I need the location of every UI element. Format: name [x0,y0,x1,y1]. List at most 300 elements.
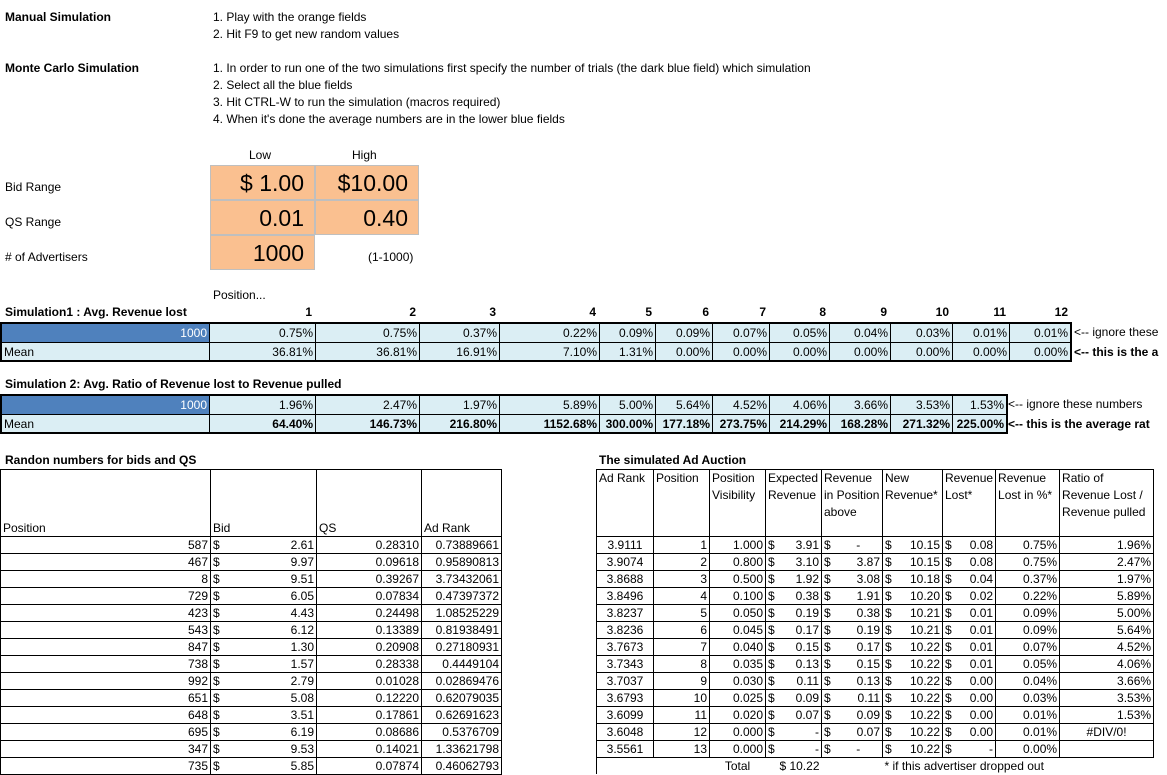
auction-cell: 7 [654,639,710,656]
rand-cell: 6.05 [229,588,317,605]
rand-cell: 0.07834 [317,588,422,605]
auction-cell: $ [822,656,835,673]
auction-cell: 3.08 [835,571,883,588]
auction-header-line: Expected [768,471,819,485]
table-row [1,758,502,775]
sim1-row1-cell[interactable]: 0.75% [210,322,316,342]
position-header-4: 4 [589,305,596,319]
monte-step-3: 3. Hit CTRL-W to run the simulation (macros required) [213,95,501,109]
rand-cell: 6.19 [229,724,317,741]
auction-cell: 13 [654,741,710,758]
sim2-mean-cell[interactable]: 300.00% [600,414,656,434]
sim1-row1-cell[interactable]: 0.75% [316,322,420,342]
table-row [1,537,502,554]
auction-cell: 0.09% [996,605,1060,622]
auction-cell: 1.97% [1060,571,1154,588]
auction-cell: 10.20 [896,588,943,605]
auction-cell: $ [943,622,956,639]
ad-auction-title: The simulated Ad Auction [599,453,747,467]
sim2-mean-cell[interactable]: 216.80% [420,414,500,434]
sim1-row1-cell[interactable]: 0.09% [656,322,713,342]
auction-cell: 0.09% [996,622,1060,639]
rand-cell: $ [211,554,229,571]
auction-cell: 0.04 [956,571,996,588]
auction-cell: 0.02 [956,588,996,605]
auction-cell: 0.08 [956,537,996,554]
sim1-title: Simulation1 : Avg. Revenue lost [5,305,187,319]
advertisers-range-note: (1-1000) [368,250,414,264]
auction-cell: $ [822,639,835,656]
sim2-row1-cell[interactable]: 2.47% [316,394,420,414]
table-row [1,673,502,690]
table-row [1,656,502,673]
auction-cell: 0.025 [710,690,766,707]
auction-cell: 10.15 [896,554,943,571]
random-numbers-title: Randon numbers for bids and QS [5,453,197,467]
monte-step-2: 2. Select all the blue fields [213,78,353,92]
auction-cell: 3.8688 [597,571,654,588]
rand-cell: $ [211,690,229,707]
table-row [597,690,1154,707]
monte-step-4: 4. When it's done the average numbers are in the lower blue fields [213,112,565,126]
auction-cell: 0.07 [835,724,883,741]
table-row [597,639,1154,656]
rand-cell: 9.51 [229,571,317,588]
sim2-row1-cell[interactable]: 5.89% [500,394,600,414]
table-row [597,571,1154,588]
sim2-mean-cell[interactable]: 271.32% [891,414,953,434]
auction-cell: $ [883,588,896,605]
manual-step-1: 1. Play with the orange fields [213,10,367,24]
auction-cell: 3.91 [779,537,822,554]
sim1-mean-cell[interactable]: 0.00% [953,342,1010,362]
auction-cell: 3.7343 [597,656,654,673]
rand-cell: 0.73889661 [422,537,502,554]
rand-cell: 738 [1,656,211,673]
rand-cell: $ [211,605,229,622]
auction-header [710,470,766,537]
auction-cell: 8 [654,656,710,673]
auction-cell: $ [822,707,835,724]
auction-header [654,470,710,537]
auction-cell: $ [766,656,779,673]
sim2-mean-cell[interactable]: 177.18% [656,414,713,434]
auction-cell: 10.21 [896,605,943,622]
rand-cell: 6.12 [229,622,317,639]
auction-header [822,470,883,537]
rand-cell: $ [211,622,229,639]
sim2-mean-cell[interactable]: 1152.68% [500,414,600,434]
auction-cell: $ [822,554,835,571]
auction-cell: 3.7037 [597,673,654,690]
auction-cell: 10.22 [896,690,943,707]
auction-cell: 10.22 [896,724,943,741]
position-header-7: 7 [759,305,766,319]
sim2-trials-input[interactable]: 1000 [0,394,210,414]
auction-header-line: Revenue [768,488,817,502]
position-header-11: 11 [993,305,1006,319]
auction-cell: $ [766,724,779,741]
auction-total-value: $ 10.22 [779,759,820,773]
sim1-row1-cell[interactable]: 0.01% [953,322,1010,342]
auction-cell: $ [766,554,779,571]
qs-low-input[interactable]: 0.01 [210,200,315,235]
auction-cell: 0.00% [996,741,1060,758]
auction-cell: $ [943,571,956,588]
rand-cell: 695 [1,724,211,741]
auction-cell: 1.96% [1060,537,1154,554]
auction-header-line: Lost* [945,488,973,502]
auction-cell: 3.53% [1060,690,1154,707]
auction-cell: 1.92 [779,571,822,588]
sim1-mean-cell[interactable]: 0.00% [713,342,770,362]
sim1-row1-cell[interactable]: 0.01% [1010,322,1072,342]
sim2-row1-cell[interactable]: 4.06% [770,394,830,414]
rand-cell: 423 [1,605,211,622]
table-row [1,571,502,588]
rand-cell: 0.14021 [317,741,422,758]
auction-cell: $ [766,690,779,707]
auction-cell: 10.22 [896,656,943,673]
rand-header-position: Position [1,470,211,537]
rand-cell: 0.62079035 [422,690,502,707]
auction-header [883,470,943,537]
auction-header-line: Position [712,471,755,485]
rand-cell: 0.46062793 [422,758,502,775]
auction-cell: 3.8237 [597,605,654,622]
auction-cell: 10.22 [896,673,943,690]
sim2-mean-cell[interactable]: 146.73% [316,414,420,434]
rand-cell: 0.62691623 [422,707,502,724]
auction-cell: 0.13 [779,656,822,673]
rand-cell: 2.61 [229,537,317,554]
auction-cell: 10.18 [896,571,943,588]
auction-cell: 10 [654,690,710,707]
auction-cell: 0.11 [779,673,822,690]
sim2-title: Simulation 2: Avg. Ratio of Revenue lost to Revenue pulled [5,377,342,391]
auction-cell: 0.100 [710,588,766,605]
auction-cell: 0.38 [779,588,822,605]
auction-cell: 2.47% [1060,554,1154,571]
auction-cell: 0.15 [835,656,883,673]
rand-cell: 0.07874 [317,758,422,775]
position-header-6: 6 [702,305,709,319]
auction-cell: 0.05% [996,656,1060,673]
auction-cell: 0.15 [779,639,822,656]
rand-cell: 9.97 [229,554,317,571]
auction-cell: 4.52% [1060,639,1154,656]
auction-header-line: New [885,471,910,485]
rand-cell: 4.43 [229,605,317,622]
rand-cell: 2.79 [229,673,317,690]
auction-cell: $ [822,537,835,554]
rand-cell: 729 [1,588,211,605]
rand-cell: 0.24498 [317,605,422,622]
auction-cell: $ [822,605,835,622]
position-header-3: 3 [489,305,496,319]
sim2-row1-cell[interactable]: 3.53% [891,394,953,414]
auction-cell: 0.22% [996,588,1060,605]
sim1-mean-cell[interactable]: 0.00% [830,342,891,362]
auction-cell: 0.500 [710,571,766,588]
auction-cell: 0.01 [956,605,996,622]
auction-cell: $ [883,554,896,571]
rand-cell: 735 [1,758,211,775]
auction-cell: $ [883,656,896,673]
auction-cell: 0.00 [956,707,996,724]
auction-cell: $ [943,537,956,554]
sim1-mean-cell[interactable]: 36.81% [316,342,420,362]
rand-cell: 0.5376709 [422,724,502,741]
auction-cell: 0.09 [779,690,822,707]
sim2-row1-cell[interactable]: 1.97% [420,394,500,414]
auction-cell: $ [766,571,779,588]
auction-cell: 0.17 [779,622,822,639]
sim2-row1-cell[interactable]: 1.96% [210,394,316,414]
auction-cell: 5.64% [1060,622,1154,639]
rand-cell: 0.01028 [317,673,422,690]
auction-cell: 0.75% [996,554,1060,571]
table-row [1,588,502,605]
table-row [1,707,502,724]
rand-cell: $ [211,571,229,588]
auction-cell: 0.030 [710,673,766,690]
auction-cell: 9 [654,673,710,690]
sim2-mean-label: Mean [0,414,210,434]
auction-cell: 10.21 [896,622,943,639]
auction-cell: $ [766,707,779,724]
rand-cell: 0.20908 [317,639,422,656]
auction-cell: 0.03% [996,690,1060,707]
auction-cell: $ [766,588,779,605]
rand-cell: 0.39267 [317,571,422,588]
auction-cell: 3.7673 [597,639,654,656]
table-row [597,724,1154,741]
rand-header-ad-rank: Ad Rank [422,470,502,537]
sim1-row1-cell[interactable]: 0.04% [830,322,891,342]
sim1-mean-cell[interactable]: 0.00% [656,342,713,362]
auction-header-line: Revenue [998,471,1047,485]
rand-cell: 0.81938491 [422,622,502,639]
auction-cell: 0.11 [835,690,883,707]
sim1-row1-cell[interactable]: 0.03% [891,322,953,342]
sim1-mean-cell[interactable]: 36.81% [210,342,316,362]
auction-cell: 3.10 [779,554,822,571]
auction-cell: 4 [654,588,710,605]
position-header-5: 5 [645,305,652,319]
position-header-1: 1 [305,305,312,319]
monte-carlo-title: Monte Carlo Simulation [5,61,140,75]
rand-cell: 0.08686 [317,724,422,741]
auction-cell: 3 [654,571,710,588]
auction-cell: 0.19 [779,605,822,622]
auction-cell: $ [883,605,896,622]
auction-cell: $ [822,571,835,588]
auction-cell: 0.00 [956,724,996,741]
sim1-trials-input[interactable]: 1000 [0,322,210,342]
sim1-mean-cell[interactable]: 1.31% [600,342,656,362]
auction-header [1060,470,1154,537]
rand-cell: 8 [1,571,211,588]
auction-cell: 3.5561 [597,741,654,758]
auction-cell: 0.00 [956,690,996,707]
rand-cell: $ [211,741,229,758]
sim2-row1-cell[interactable]: 4.52% [713,394,770,414]
sim2-row1-cell[interactable]: 5.00% [600,394,656,414]
auction-cell: 3.66% [1060,673,1154,690]
auction-cell: 6 [654,622,710,639]
auction-cell: 3.9111 [597,537,654,554]
sim2-mean-cell[interactable]: 273.75% [713,414,770,434]
auction-cell: 0.37% [996,571,1060,588]
auction-cell: $ [883,673,896,690]
rand-header-qs: QS [317,470,422,537]
sim2-row1-cell[interactable]: 1.53% [953,394,1008,414]
bid-high-input[interactable]: $10.00 [315,165,419,200]
sim2-mean-cell[interactable]: 64.40% [210,414,316,434]
auction-cell: $ [822,724,835,741]
auction-cell: - [779,741,822,758]
sim1-mean-cell[interactable]: 16.91% [420,342,500,362]
auction-cell: $ [883,571,896,588]
rand-cell: $ [211,724,229,741]
auction-cell: $ [943,724,956,741]
auction-header-line: Position [656,471,699,485]
auction-cell: $ [766,741,779,758]
auction-total-label: Total [724,759,751,773]
auction-cell: 3.87 [835,554,883,571]
rand-cell: 0.17861 [317,707,422,724]
sim2-mean-cell[interactable]: 214.29% [770,414,830,434]
bid-low-input[interactable]: $ 1.00 [210,165,315,200]
sim2-row1-cell[interactable]: 5.64% [656,394,713,414]
auction-cell: 0.38 [835,605,883,622]
auction-cell: 0.035 [710,656,766,673]
auction-cell: - [835,741,883,758]
sim2-mean-cell[interactable]: 225.00% [953,414,1008,434]
advertisers-input[interactable]: 1000 [210,235,315,270]
rand-cell: $ [211,707,229,724]
auction-cell: $ [822,673,835,690]
table-row [597,622,1154,639]
auction-cell: $ [766,639,779,656]
auction-cell: 3.8496 [597,588,654,605]
auction-cell: $ [822,588,835,605]
auction-cell: - [835,537,883,554]
sim1-row1-cell[interactable]: 0.05% [770,322,830,342]
auction-cell: 5.00% [1060,605,1154,622]
auction-cell: 10.22 [896,741,943,758]
rand-cell: 587 [1,537,211,554]
auction-cell: $ [943,639,956,656]
rand-cell: $ [211,537,229,554]
bid-range-label: Bid Range [5,180,62,194]
auction-footnote: * if this advertiser dropped out [884,759,1044,773]
rand-cell: 1.30 [229,639,317,656]
auction-cell: $ [943,707,956,724]
sim1-mean-cell[interactable]: 0.00% [891,342,953,362]
auction-cell: 0.04% [996,673,1060,690]
auction-cell: $ [943,554,956,571]
rand-cell: 1.33621798 [422,741,502,758]
sim2-mean-cell[interactable]: 168.28% [830,414,891,434]
auction-cell: $ [883,741,896,758]
table-row [597,588,1154,605]
auction-cell: 10.15 [896,537,943,554]
auction-cell: $ [766,673,779,690]
qs-high-input[interactable]: 0.40 [315,200,419,235]
sim1-row1-cell[interactable]: 0.22% [500,322,600,342]
auction-cell: 10.22 [896,707,943,724]
auction-cell: $ [822,690,835,707]
table-row [597,707,1154,724]
auction-header-line: Revenue [945,471,994,485]
sim1-row1-cell[interactable]: 0.07% [713,322,770,342]
auction-cell: 0.07% [996,639,1060,656]
sim1-mean-cell[interactable]: 0.00% [770,342,830,362]
auction-header-line: Ad Rank [599,471,646,485]
auction-header [996,470,1060,537]
rand-cell: 347 [1,741,211,758]
sim1-row1-cell[interactable]: 0.09% [600,322,656,342]
rand-header-bid: Bid [211,470,317,537]
rand-cell: 467 [1,554,211,571]
sim1-note-average: <-- this is the a [1074,345,1159,359]
auction-cell: $ [883,707,896,724]
rand-cell: 1.57 [229,656,317,673]
rand-cell: 0.12220 [317,690,422,707]
auction-cell: 0.19 [835,622,883,639]
auction-cell: 1 [654,537,710,554]
auction-cell: $ [883,639,896,656]
auction-header [766,470,822,537]
auction-cell: 0.09 [835,707,883,724]
sim1-note-ignore: <-- ignore these [1074,325,1159,339]
auction-cell: 3.6048 [597,724,654,741]
rand-cell: $ [211,588,229,605]
table-row [597,741,1154,758]
auction-cell: 0.13 [835,673,883,690]
auction-cell: 0.00 [956,673,996,690]
rand-cell: $ [211,639,229,656]
low-label: Low [249,148,272,162]
auction-header-line: Lost in %* [998,488,1053,502]
auction-cell: 4.06% [1060,656,1154,673]
ad-auction-table [596,469,1154,774]
sim2-row1-cell[interactable]: 3.66% [830,394,891,414]
auction-cell: - [956,741,996,758]
sim1-mean-cell[interactable]: 0.00% [1010,342,1072,362]
sim1-row1-cell[interactable]: 0.37% [420,322,500,342]
rand-cell: 0.09618 [317,554,422,571]
auction-cell: 5.89% [1060,588,1154,605]
auction-cell: 3.6099 [597,707,654,724]
auction-cell: $ [883,622,896,639]
table-row [597,605,1154,622]
auction-cell: $ [822,622,835,639]
manual-step-2: 2. Hit F9 to get new random values [213,27,400,41]
auction-cell: 0.800 [710,554,766,571]
rand-cell: 0.27180931 [422,639,502,656]
auction-cell: 11 [654,707,710,724]
auction-cell: 0.01% [996,707,1060,724]
qs-range-label: QS Range [5,215,62,229]
auction-cell: 0.040 [710,639,766,656]
position-label: Position... [213,288,266,302]
table-row [597,537,1154,554]
auction-cell: $ [943,588,956,605]
sim1-mean-cell[interactable]: 7.10% [500,342,600,362]
